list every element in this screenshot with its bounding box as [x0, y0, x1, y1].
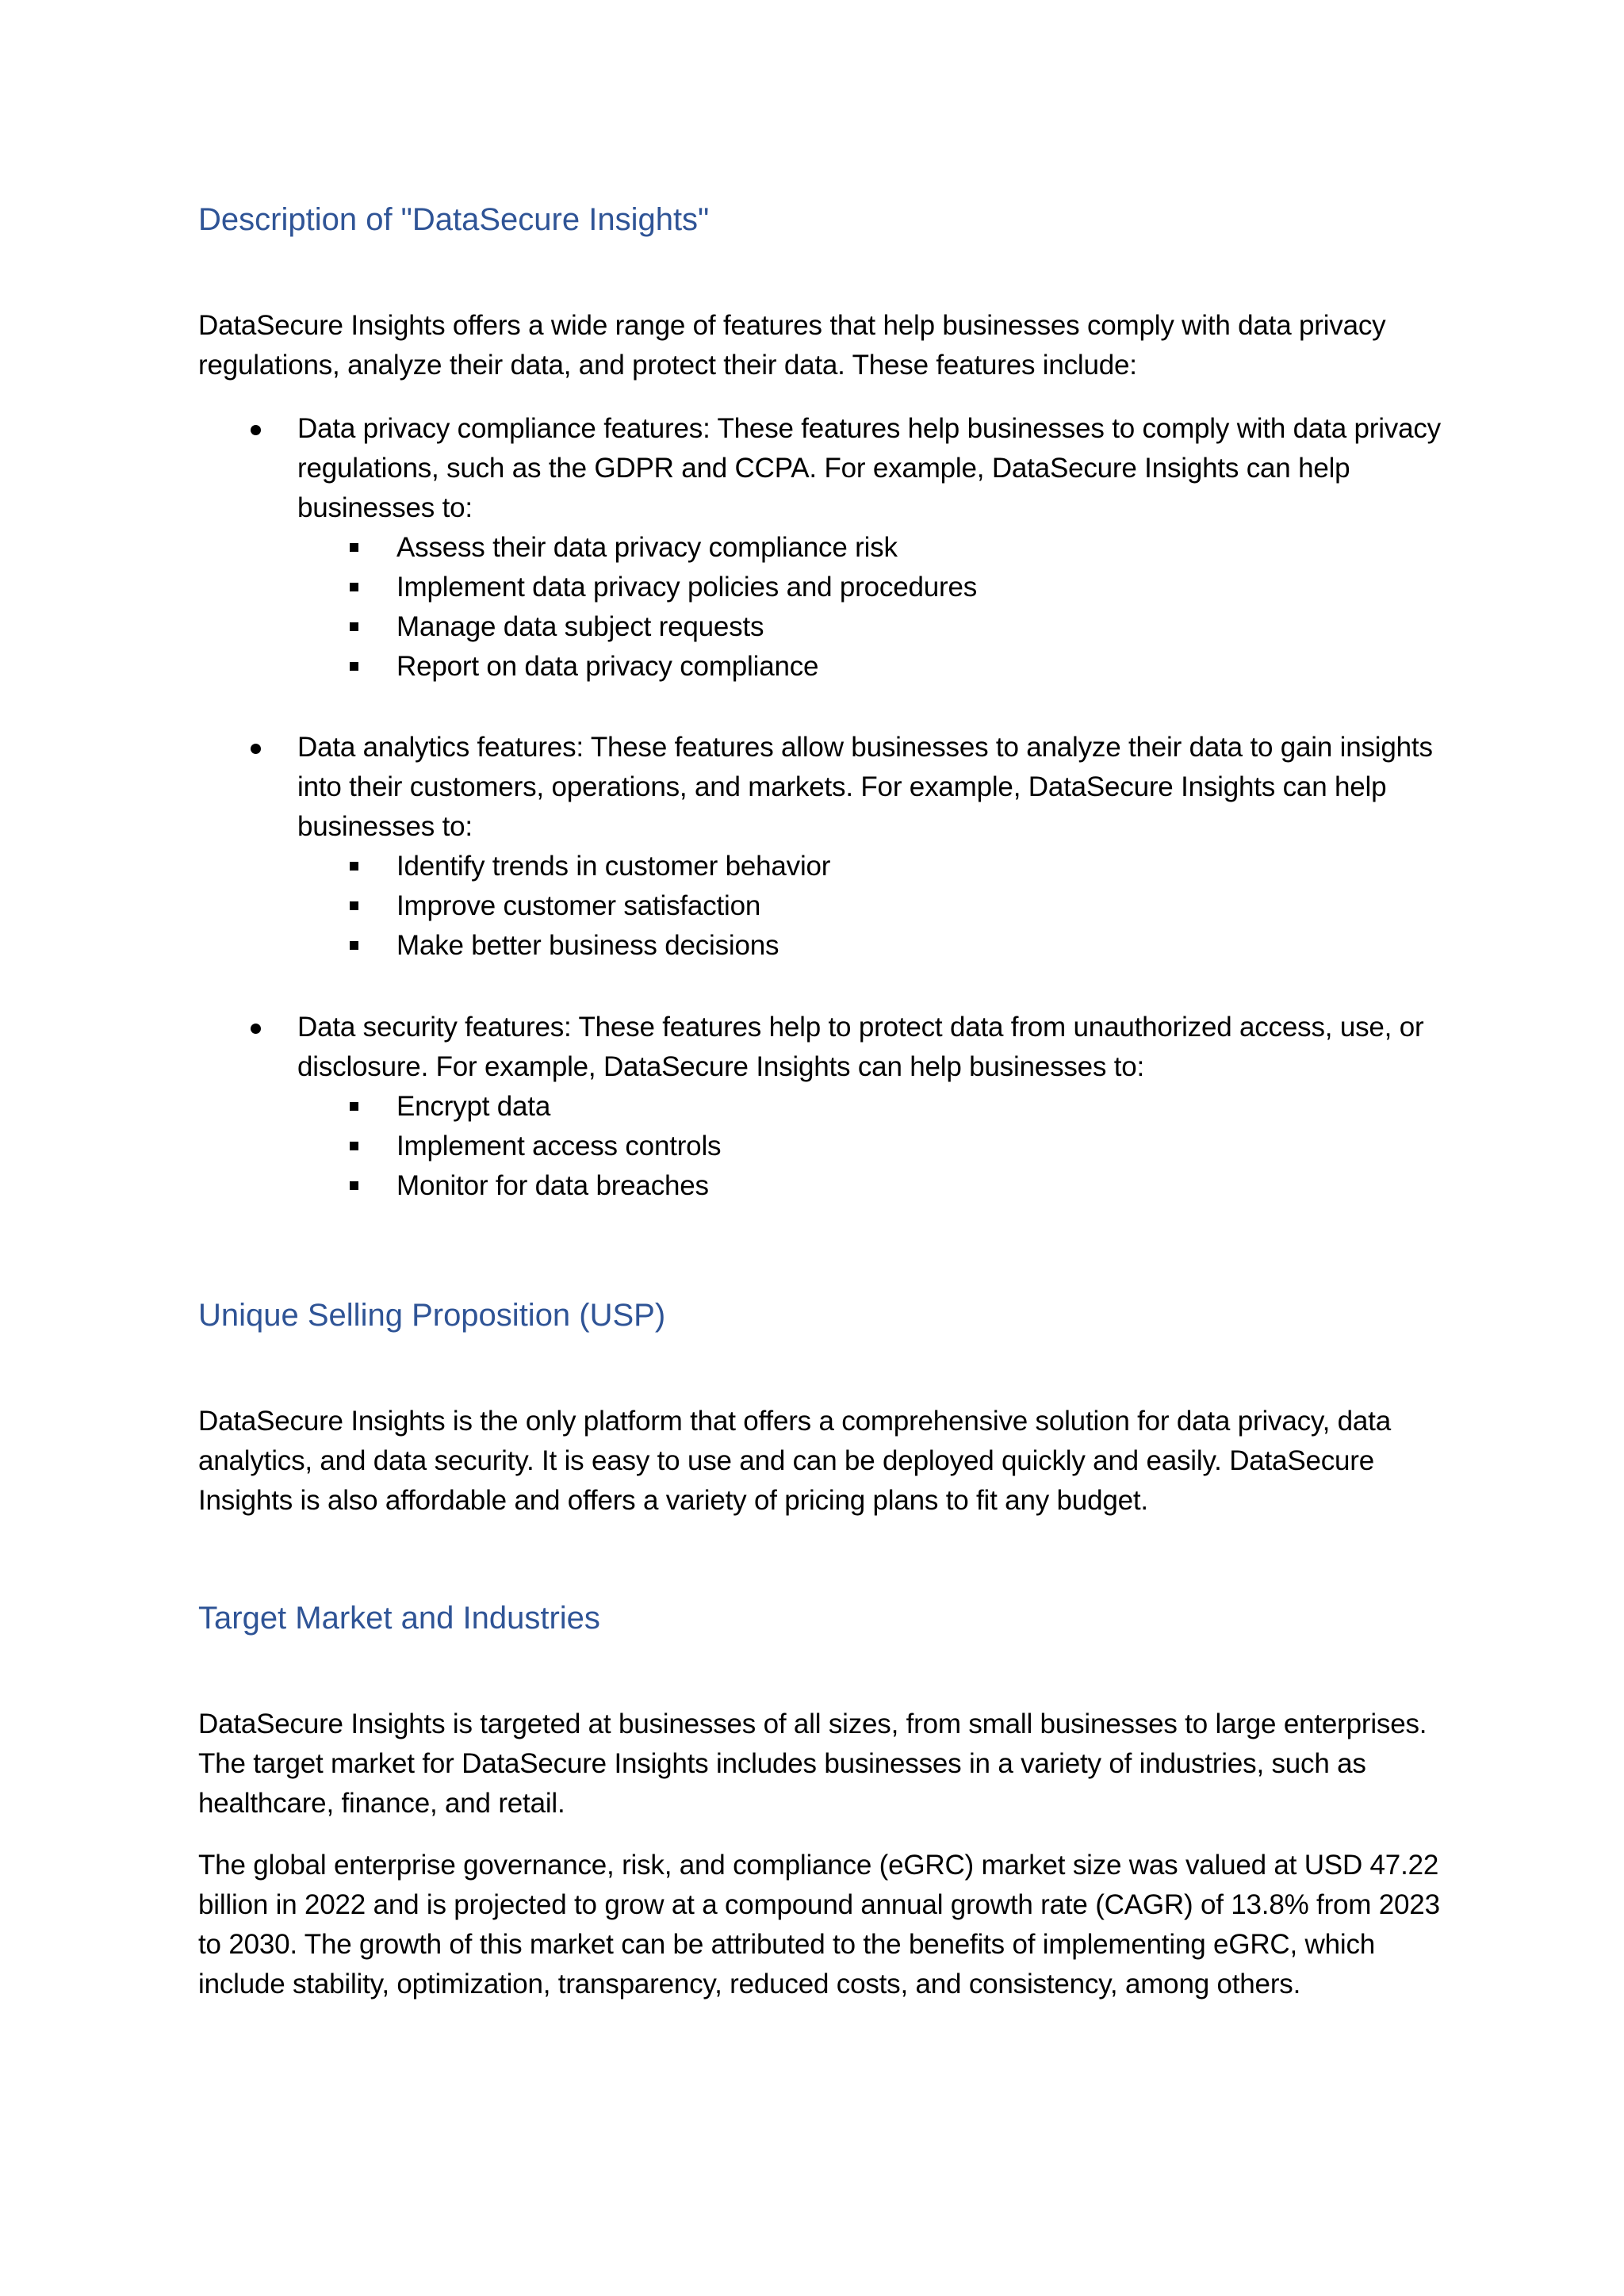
market-size-paragraph: The global enterprise governance, risk, and compliance (eGRC) market size was valued at USD 47.22 billion in 2022 and is projected to grow at a compound annual growth rate (CAGR) of 13.8% from 2023 to 2030. The growth of this market can be attributed to the benefits of implementing eGRC, which include stability, optimization, transparency, reduced costs, and consistency, among others. [198, 1850, 1440, 1999]
list-item-text: Improve customer satisfaction [396, 890, 761, 921]
square-bullet-icon [350, 941, 358, 950]
list-item-text: Report on data privacy compliance [396, 651, 819, 682]
feature-bullet-text: Data privacy compliance features: These features help businesses to comply with data privacy regulations, such as the GDPR and CCPA. For example, DataSecure Insights can help businesses to: [297, 413, 1441, 523]
feature-sub-list [198, 528, 1443, 687]
list-item [198, 568, 1443, 607]
list-item [198, 926, 1443, 966]
list-item-text: Encrypt data [396, 1091, 551, 1122]
square-bullet-icon [350, 583, 358, 591]
square-bullet-icon [350, 1102, 358, 1111]
list-item-text: Identify trends in customer behavior [396, 851, 831, 882]
square-bullet-icon [350, 662, 358, 671]
feature-sub-list [198, 847, 1443, 966]
square-bullet-icon [350, 862, 358, 871]
bullet-dot-icon [251, 1024, 261, 1034]
feature-bullet-text: Data analytics features: These features allow businesses to analyze their data to gain insights into their customers, operations, and markets. For example, DataSecure Insights can help businesses to: [297, 732, 1433, 842]
usp-paragraph: DataSecure Insights is the only platform that offers a comprehensive solution for data privacy, data analytics, and data security. It is easy to use and can be deployed quickly and easily. DataSecure Insights is also affordable and offers a variety of pricing plans to fit any budget. [198, 1406, 1391, 1516]
list-item-text: Manage data subject requests [396, 611, 764, 642]
list-item-text: Monitor for data breaches [396, 1170, 709, 1201]
list-item-text: Implement access controls [396, 1131, 722, 1161]
list-item [198, 607, 1443, 647]
list-item-text: Make better business decisions [396, 930, 779, 961]
description-heading: Description of "DataSecure Insights" [198, 202, 710, 237]
square-bullet-icon [350, 901, 358, 910]
square-bullet-icon [350, 1181, 358, 1190]
feature-sub-list [198, 1087, 1443, 1206]
bullet-dot-icon [251, 425, 261, 435]
bullet-dot-icon [251, 744, 261, 754]
feature-bullet-item [198, 1008, 1443, 1087]
feature-bullet-privacy [198, 409, 1443, 687]
target-market-paragraph: DataSecure Insights is targeted at businesses of all sizes, from small businesses to large enterprises. The target market for DataSecure Insights includes businesses in a variety of industries, such as healthcare, finance, and retail. [198, 1709, 1427, 1819]
list-item-text: Assess their data privacy compliance risk [396, 532, 898, 563]
list-item-text: Implement data privacy policies and procedures [396, 572, 978, 603]
square-bullet-icon [350, 622, 358, 631]
target-market-heading: Target Market and Industries [198, 1601, 600, 1636]
list-item [198, 1087, 1443, 1127]
list-item [198, 1166, 1443, 1206]
feature-bullet-analytics [198, 728, 1443, 966]
square-bullet-icon [350, 1142, 358, 1150]
list-item [198, 1127, 1443, 1166]
usp-heading: Unique Selling Proposition (USP) [198, 1298, 666, 1333]
feature-bullet-item [198, 728, 1443, 847]
list-item [198, 847, 1443, 886]
feature-bullet-item [198, 409, 1443, 528]
feature-bullet-security [198, 1008, 1443, 1206]
description-intro-paragraph: DataSecure Insights offers a wide range of features that help businesses comply with data privacy regulations, analyze their data, and protect their data. These features include: [198, 310, 1386, 381]
feature-bullet-text: Data security features: These features help to protect data from unauthorized access, use, or disclosure. For example, DataSecure Insights can help businesses to: [297, 1012, 1424, 1082]
list-item [198, 886, 1443, 926]
square-bullet-icon [350, 543, 358, 552]
list-item [198, 528, 1443, 568]
list-item [198, 647, 1443, 687]
